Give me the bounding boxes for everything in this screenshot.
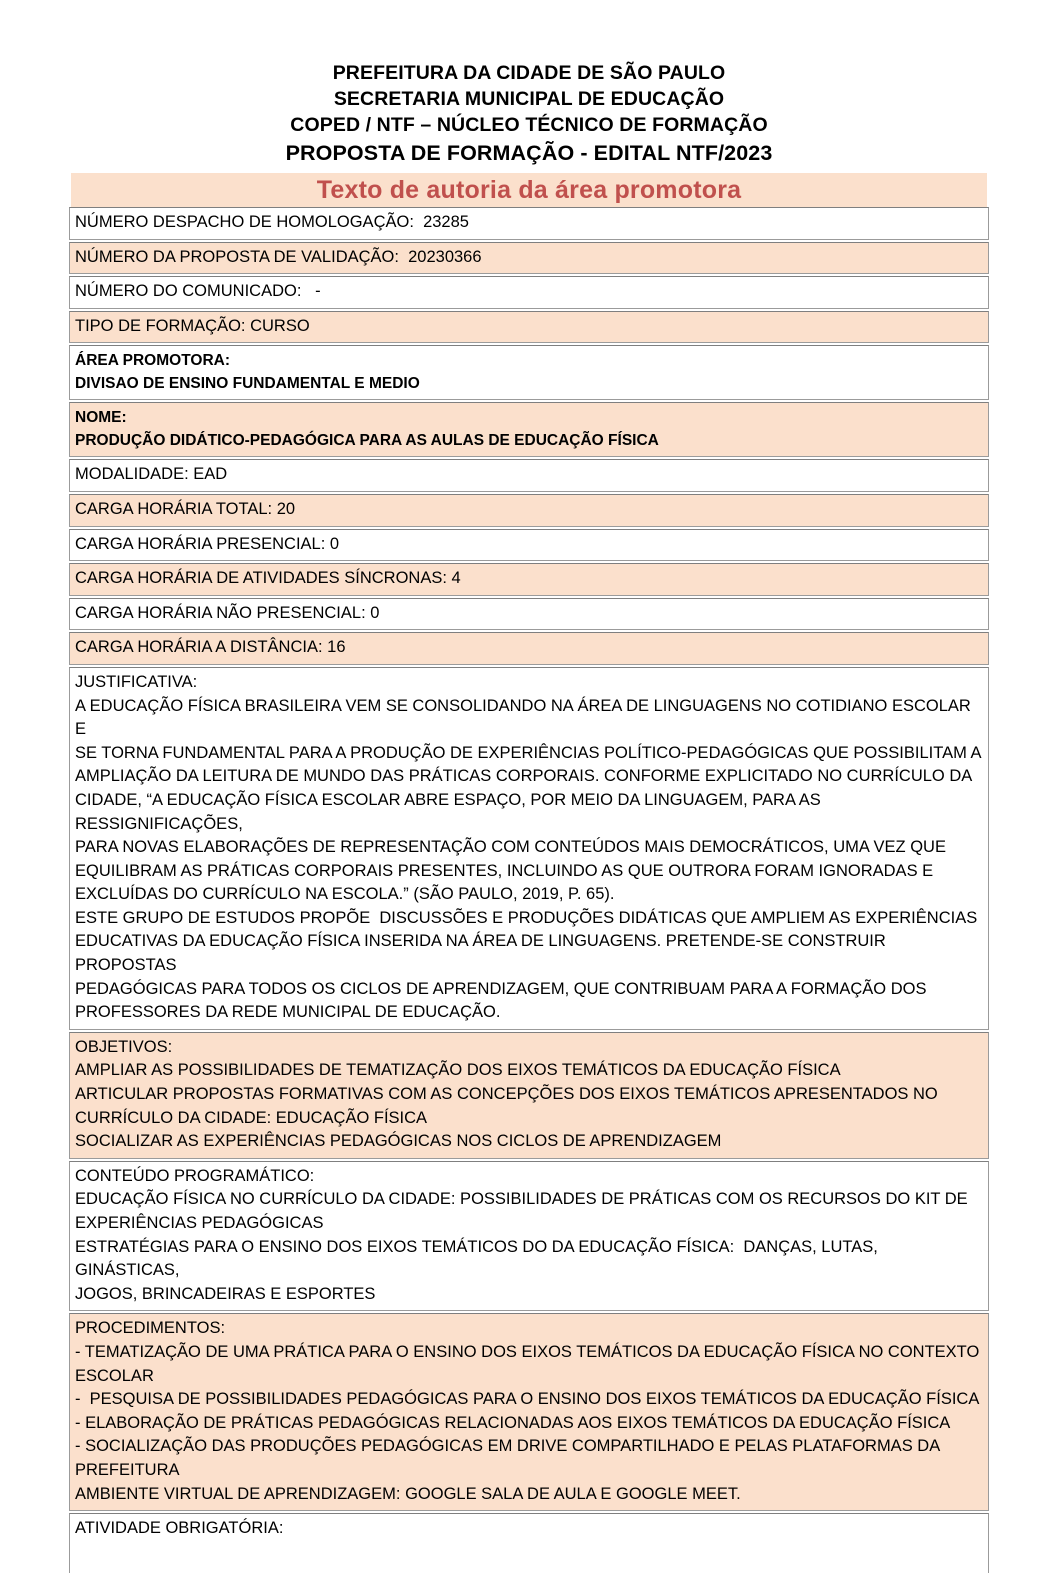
form-row-line: CARGA HORÁRIA TOTAL: 20	[75, 499, 296, 518]
form-row-line: AMPLIAÇÃO DA LEITURA DE MUNDO DAS PRÁTICAS CORPORAIS. CONFORME EXPLICITADO NO CURRÍCULO DA	[75, 767, 973, 786]
form-row-conteudo-programatico	[69, 1161, 989, 1312]
form-row-numero-comunicado	[69, 276, 989, 309]
form-row-atividade-obrigatoria	[69, 1513, 989, 1573]
form-row-line: A EDUCAÇÃO FÍSICA BRASILEIRA VEM SE CONSOLIDANDO NA ÁREA DE LINGUAGENS NO COTIDIANO ESCOLAR E	[75, 696, 976, 739]
form-row-line: PREFEITURA	[75, 1460, 180, 1479]
form-row-line: JOGOS, BRINCADEIRAS E ESPORTES	[75, 1284, 376, 1303]
form-row-line: TIPO DE FORMAÇÃO: CURSO	[75, 316, 310, 335]
form-row-line: ÁREA PROMOTORA:	[75, 352, 230, 370]
form-row-line: CARGA HORÁRIA PRESENCIAL: 0	[75, 534, 340, 553]
form-row-carga-horaria-total	[69, 494, 989, 527]
header-line-proposta-edital: PROPOSTA DE FORMAÇÃO - EDITAL NTF/2023	[285, 141, 773, 165]
form-row-modalidade	[69, 459, 989, 492]
form-row-line: AMBIENTE VIRTUAL DE APRENDIZAGEM: GOOGLE SALA DE AULA E GOOGLE MEET.	[75, 1484, 741, 1503]
form-row-area-promotora	[69, 345, 989, 400]
form-row-line: PARA NOVAS ELABORAÇÕES DE REPRESENTAÇÃO COM CONTEÚDOS MAIS DEMOCRÁTICOS, UMA VEZ QUE	[75, 838, 946, 857]
form-row-carga-horaria-nao-presencial	[69, 598, 989, 631]
form-row-line: NOME:	[75, 409, 127, 427]
form-row-carga-horaria-atividades-sincronas	[69, 563, 989, 596]
form-row-line: AMPLIAR AS POSSIBILIDADES DE TEMATIZAÇÃO DOS EIXOS TEMÁTICOS DA EDUCAÇÃO FÍSICA	[75, 1061, 841, 1080]
form-row-objetivos	[69, 1032, 989, 1159]
form-row-line: PEDAGÓGICAS PARA TODOS OS CICLOS DE APRENDIZAGEM, QUE CONTRIBUAM PARA A FORMAÇÃO DOS	[75, 979, 927, 998]
form-row-line: DIVISAO DE ENSINO FUNDAMENTAL E MEDIO	[75, 375, 420, 393]
form-row-line: OBJETIVOS:	[75, 1037, 173, 1056]
form-row-line: SE TORNA FUNDAMENTAL PARA A PRODUÇÃO DE EXPERIÊNCIAS POLÍTICO-PEDAGÓGICAS QUE POSSIBILITAM A	[75, 743, 982, 762]
form-row-line: - ELABORAÇÃO DE PRÁTICAS PEDAGÓGICAS RELACIONADAS AOS EIXOS TEMÁTICOS DA EDUCAÇÃO FÍSICA	[75, 1413, 951, 1432]
form-row-justificativa	[69, 667, 989, 1030]
header-line-prefeitura: PREFEITURA DA CIDADE DE SÃO PAULO	[332, 62, 726, 84]
form-row-line: CONTEÚDO PROGRAMÁTICO:	[75, 1166, 315, 1185]
form-row-line: NÚMERO DA PROPOSTA DE VALIDAÇÃO: 20230366	[75, 247, 482, 266]
form-row-line: ESCOLAR	[75, 1366, 154, 1385]
form-row-line: - SOCIALIZAÇÃO DAS PRODUÇÕES PEDAGÓGICAS EM DRIVE COMPARTILHADO E PELAS PLATAFORMAS DA	[75, 1437, 941, 1456]
form-row-line: ARTICULAR PROPOSTAS FORMATIVAS COM AS CONCEPÇÕES DOS EIXOS TEMÁTICOS APRESENTADOS NO	[75, 1085, 938, 1104]
form-row-numero-despacho-homologacao	[69, 207, 989, 240]
form-row-line: EQUILIBRAM AS PRÁTICAS CORPORAIS PRESENTES, INCLUINDO AS QUE OUTRORA FORAM IGNORADAS E	[75, 861, 934, 880]
form-row-line: CIDADE, “A EDUCAÇÃO FÍSICA ESCOLAR ABRE ESPAÇO, POR MEIO DA LINGUAGEM, PARA AS RESSIGNIFICAÇÕES,	[75, 790, 826, 833]
form-row-line: MODALIDADE: EAD	[75, 465, 228, 484]
form-row-line: ESTE GRUPO DE ESTUDOS PROPÕE DISCUSSÕES E PRODUÇÕES DIDÁTICAS QUE AMPLIEM AS EXPERIÊNCIAS	[75, 908, 978, 927]
form-row-line: CURRÍCULO DA CIDADE: EDUCAÇÃO FÍSICA	[75, 1108, 428, 1127]
form-row-line: CARGA HORÁRIA A DISTÂNCIA: 16	[75, 638, 346, 657]
form-row-line: JUSTIFICATIVA:	[75, 672, 198, 691]
form-row-line: PROCEDIMENTOS:	[75, 1319, 226, 1338]
form-row-line: PRODUÇÃO DIDÁTICO-PEDAGÓGICA PARA AS AULAS DE EDUCAÇÃO FÍSICA	[75, 432, 659, 450]
proposta-form-table	[69, 207, 989, 1573]
form-row-line: SOCIALIZAR AS EXPERIÊNCIAS PEDAGÓGICAS NOS CICLOS DE APRENDIZAGEM	[75, 1132, 722, 1151]
form-row-line: NÚMERO DESPACHO DE HOMOLOGAÇÃO: 23285	[75, 213, 469, 231]
form-row-line: ESTRATÉGIAS PARA O ENSINO DOS EIXOS TEMÁTICOS DO DA EDUCAÇÃO FÍSICA: DANÇAS, LUTAS, GINÁSTICAS,	[75, 1237, 883, 1280]
form-row-line: - TEMATIZAÇÃO DE UMA PRÁTICA PARA O ENSINO DOS EIXOS TEMÁTICOS DA EDUCAÇÃO FÍSICA NO CONTEXTO	[75, 1342, 980, 1361]
form-row-line: PROFESSORES DA REDE MUNICIPAL DE EDUCAÇÃO.	[75, 1003, 501, 1022]
form-row-line: ATIVIDADE OBRIGATÓRIA:	[75, 1519, 284, 1538]
form-row-line: CARGA HORÁRIA DE ATIVIDADES SÍNCRONAS: 4	[75, 569, 461, 588]
form-row-line: EDUCAÇÃO FÍSICA NO CURRÍCULO DA CIDADE: POSSIBILIDADES DE PRÁTICAS COM OS RECURSOS DO KIT DE	[75, 1190, 968, 1209]
form-row-line: EDUCATIVAS DA EDUCAÇÃO FÍSICA INSERIDA NA ÁREA DE LINGUAGENS. PRETENDE-SE CONSTRUIR PROPOSTAS	[75, 932, 891, 975]
form-row-line: CARGA HORÁRIA NÃO PRESENCIAL: 0	[75, 603, 380, 622]
document-header	[0, 0, 1058, 168]
form-row-line: EXCLUÍDAS DO CURRÍCULO NA ESCOLA.” (SÃO PAULO, 2019, P. 65).	[75, 885, 615, 904]
form-row-line: EXPERIÊNCIAS PEDAGÓGICAS	[75, 1214, 324, 1232]
form-row-nome	[69, 402, 989, 457]
form-row-tipo-de-formacao	[69, 311, 989, 344]
form-row-line: NÚMERO DO COMUNICADO: -	[75, 282, 321, 301]
header-line-coped-ntf: COPED / NTF – NÚCLEO TÉCNICO DE FORMAÇÃO	[290, 114, 768, 136]
form-row-numero-proposta-validacao	[69, 242, 989, 275]
banner-texto-autoria: Texto de autoria da área promotora	[71, 173, 987, 207]
form-row-procedimentos	[69, 1313, 989, 1511]
form-row-carga-horaria-a-distancia	[69, 632, 989, 665]
header-line-secretaria: SECRETARIA MUNICIPAL DE EDUCAÇÃO	[333, 88, 725, 110]
form-row-line: - PESQUISA DE POSSIBILIDADES PEDAGÓGICAS PARA O ENSINO DOS EIXOS TEMÁTICOS DA EDUCAÇÃO FÍSICA	[75, 1390, 980, 1409]
form-row-carga-horaria-presencial	[69, 529, 989, 562]
